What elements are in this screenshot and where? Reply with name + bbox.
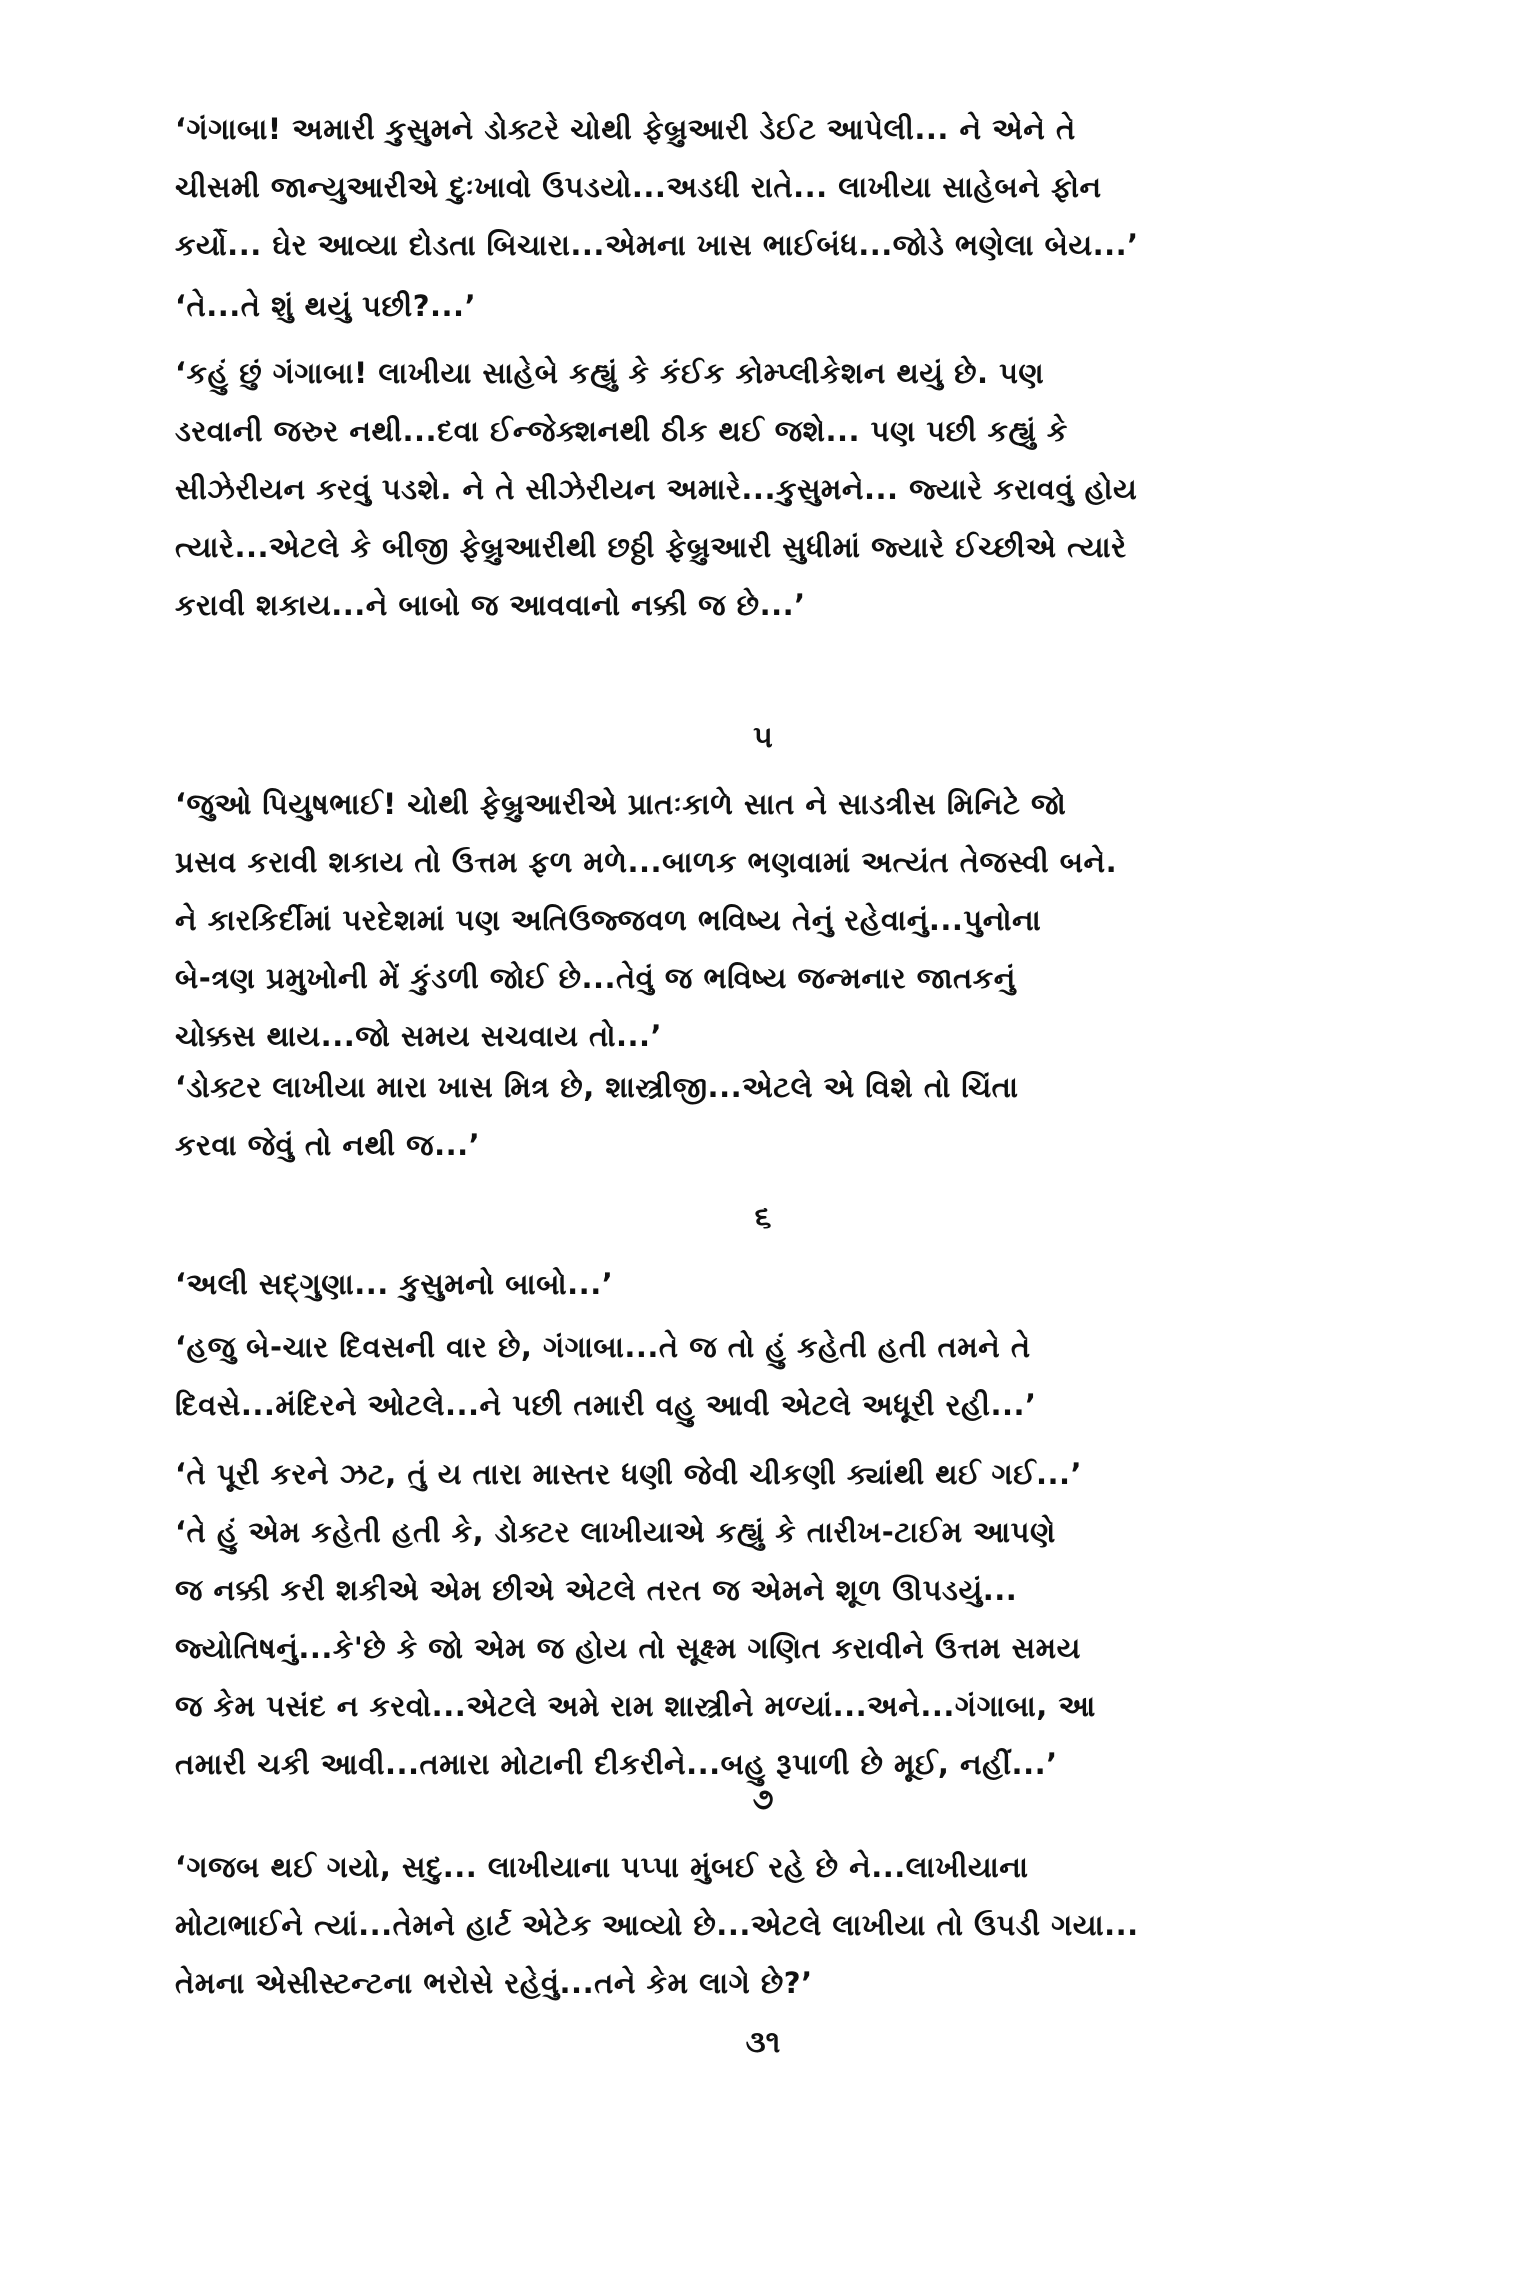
section-number: ૫ <box>753 720 773 755</box>
text-line: ‘કહું છું ગંગાબા! લાખીયા સાહેબે કહ્યું કે કંઈક કોમ્પ્લીકેશન થયું છે. પણ <box>175 356 1045 390</box>
text-line: પ્રસવ કરાવી શકાય તો ઉત્તમ ફળ મળે...બાળક ભણવામાં અત્યંત તેજસ્વી બને. <box>175 845 1118 879</box>
text-line: બે-ત્રણ પ્રમુખોની મેં કુંડળી જોઈ છે...તેવું જ ભવિષ્ય જન્મનાર જાતકનું <box>175 961 1016 995</box>
text-line: જ્યોતિષનું...કે'છે કે જો એમ જ હોય તો સૂક્ષ્મ ગણિત કરાવીને ઉત્તમ સમય <box>175 1631 1081 1665</box>
paragraph <box>175 1445 1355 1793</box>
text-line: ‘તે હું એમ કહેતી હતી કે, ડોક્ટર લાખીયાએ કહ્યું કે તારીખ-ટાઈમ આપણે <box>175 1515 1056 1549</box>
text-line: દિવસે...મંદિરને ઓટલે...ને પછી તમારી વહુ આવી એટલે અધૂરી રહી...’ <box>175 1388 1037 1422</box>
text-line: ચોક્કસ થાય...જો સમય સચવાય તો...’ <box>175 1019 663 1053</box>
text-line: ‘જુઓ પિયુષભાઈ! ચોથી ફેબ્રુઆરીએ પ્રાતઃકાળે સાત ને સાડત્રીસ મિનિટે જો <box>175 787 1067 821</box>
text-line: ‘ગજબ થઈ ગયો, સદુ... લાખીયાના પપ્પા મુંબઈ રહે છે ને...લાખીયાના <box>175 1850 1029 1884</box>
text-line: ‘હજુ બે-ચાર દિવસની વાર છે, ગંગાબા...તે જ તો હું કહેતી હતી તમને તે <box>175 1330 1031 1364</box>
text-line: ડરવાની જરુર નથી...દવા ઈન્જેક્શનથી ઠીક થઈ જશે... પણ પછી કહ્યું કે <box>175 414 1068 448</box>
text-line: તમારી ચકી આવી...તમારા મોટાની દીકરીને...બહુ રૂપાળી છે મૂઈ, નહીં...’ <box>175 1747 1058 1781</box>
text-line: જ નક્કી કરી શકીએ એમ છીએ એટલે તરત જ એમને શૂળ ઊપડયું... <box>175 1573 1018 1607</box>
paragraph <box>175 1838 1355 2012</box>
paragraph <box>175 1058 1355 1174</box>
text-line: ‘ડોક્ટર લાખીયા મારા ખાસ મિત્ર છે, શાસ્ત્રીજી...એટલે એ વિશે તો ચિંતા <box>175 1070 1019 1104</box>
text-line: કર્યો... ઘેર આવ્યા દોડતા બિચારા...એમના ખાસ ભાઈબંધ...જોડે ભણેલા બેય...’ <box>175 228 1139 262</box>
text-line: ‘ગંગાબા! અમારી કુસુમને ડોક્ટરે ચોથી ફેબ્રુઆરી ડેઈટ આપેલી... ને એને તે <box>175 112 1076 146</box>
text-line: ત્યારે...એટલે કે બીજી ફેબ્રુઆરીથી છઠ્ઠી ફેબ્રુઆરી સુધીમાં જ્યારે ઈચ્છીએ ત્યારે <box>175 530 1127 564</box>
paragraph <box>175 344 1355 634</box>
text-line: કરાવી શકાય...ને બાબો જ આવવાનો નક્કી જ છે...’ <box>175 588 806 622</box>
paragraph <box>175 775 1355 1065</box>
text-line: તેમના એસીસ્ટન્ટના ભરોસે રહેવું...તને કેમ લાગે છે?’ <box>175 1966 813 2000</box>
paragraph <box>175 1318 1355 1434</box>
text-line: ‘અલી સદ્ગુણા... કુસુમનો બાબો...’ <box>175 1267 614 1301</box>
section-number: ૭ <box>752 1782 774 1817</box>
paragraph <box>175 1255 1355 1313</box>
text-line: મોટાભાઈને ત્યાં...તેમને હાર્ટ એટેક આવ્યો છે...એટલે લાખીયા તો ઉપડી ગયા... <box>175 1908 1139 1942</box>
paragraph <box>175 277 1355 335</box>
text-line: ‘તે...તે શું થયું પછી?...’ <box>175 289 477 323</box>
paragraph <box>175 100 1355 274</box>
section-number: ૬ <box>754 1200 772 1235</box>
text-line: ‘તે પૂરી કરને ઝટ, તું ય તારા માસ્તર ધણી જેવી ચીકણી ક્યાંથી થઈ ગઈ...’ <box>175 1457 1083 1491</box>
text-line: સીઝેરીયન કરવું પડશે. ને તે સીઝેરીયન અમારે...કુસુમને... જ્યારે કરાવવું હોય <box>175 472 1138 506</box>
text-line: ને કારકિર્દીમાં પરદેશમાં પણ અતિઉજ્જવળ ભવિષ્ય તેનું રહેવાનું...પુનોના <box>175 903 1042 937</box>
text-line: કરવા જેવું તો નથી જ...’ <box>175 1128 481 1162</box>
text-line: જ કેમ પસંદ ન કરવો...એટલે અમે રામ શાસ્ત્રીને મળ્યાં...અને...ગંગાબા, આ <box>175 1689 1096 1723</box>
page-number: ૩૧ <box>745 2025 781 2060</box>
text-line: ચીસમી જાન્યુઆરીએ દુઃખાવો ઉપડયો...અડધી રાતે... લાખીયા સાહેબને ફોન <box>175 170 1102 204</box>
